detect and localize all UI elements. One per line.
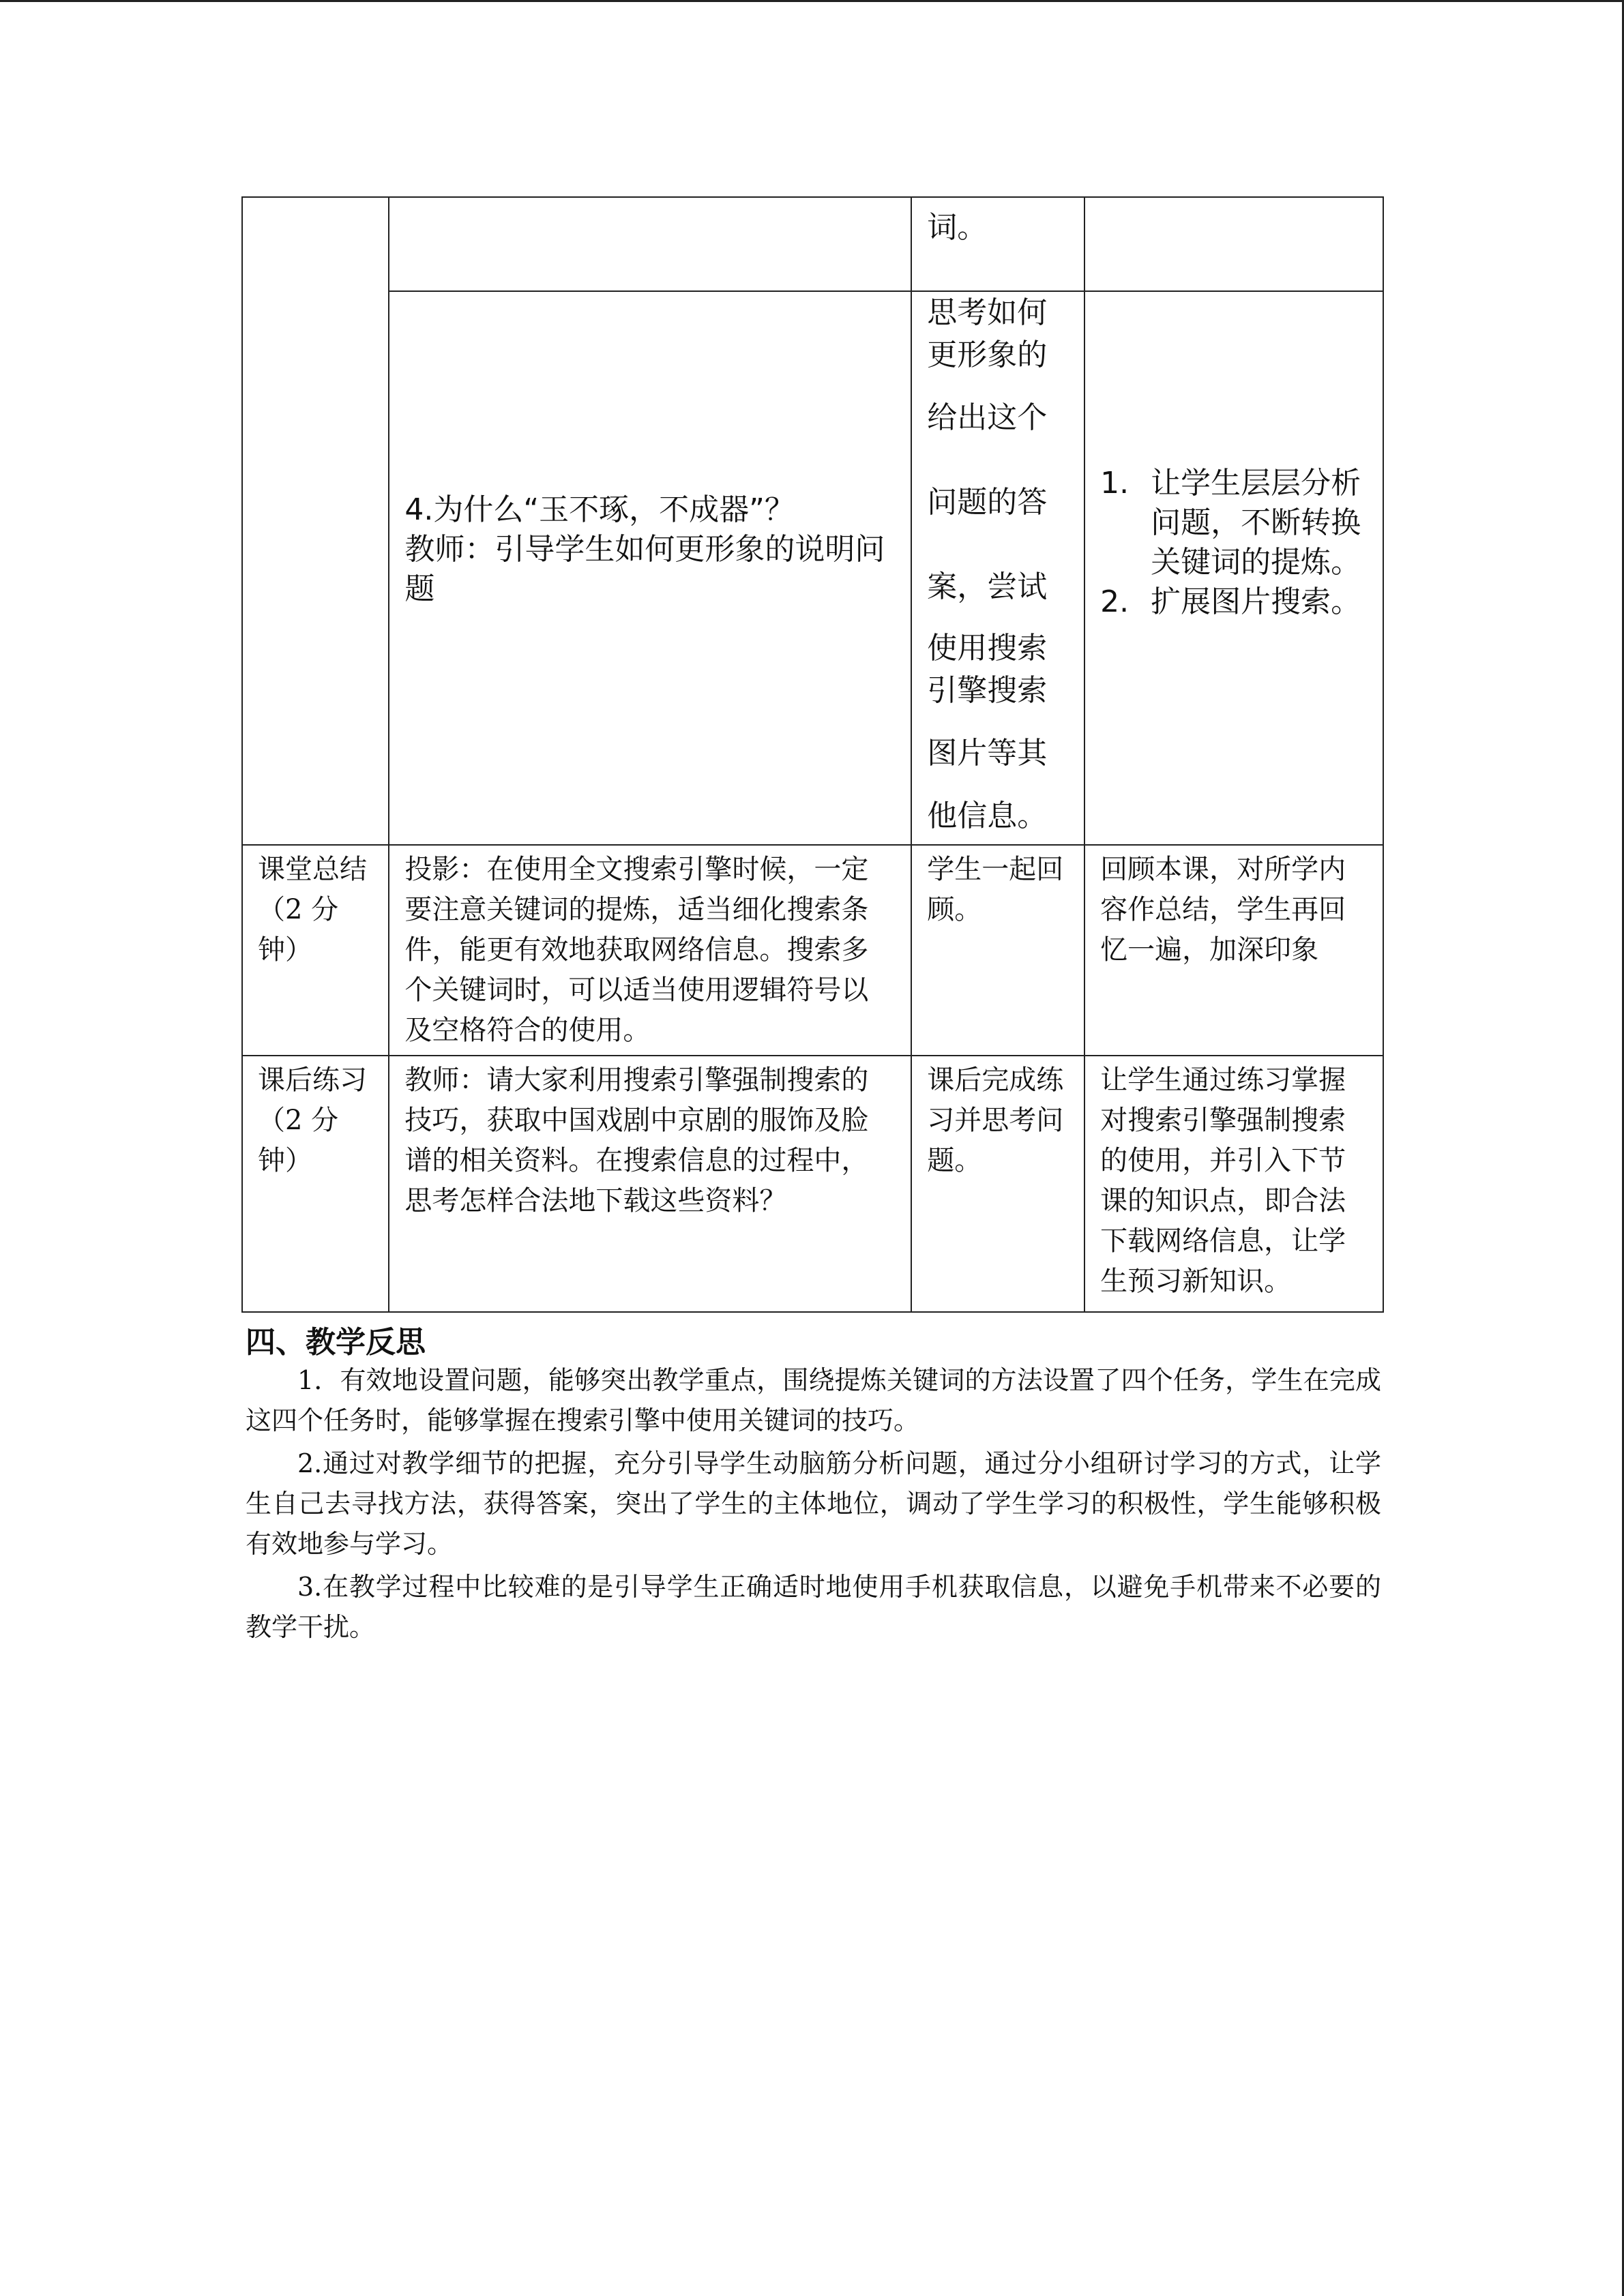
list-item [1100, 582, 1368, 622]
student-cell: 学生一起回顾。 [911, 845, 1084, 1056]
list-item [1100, 464, 1368, 582]
intent-list [1100, 464, 1368, 622]
intent-cell: 回顾本课，对所学内容作总结，学生再回忆一遍，加深印象 [1084, 845, 1383, 1056]
student-cell [911, 291, 1084, 845]
intent-cell [1084, 197, 1383, 291]
student-line: 思考如何 [927, 295, 1048, 330]
student-line: 使用搜索 [927, 631, 1048, 666]
student-cell: 课后完成练习并思考问题。 [911, 1056, 1084, 1312]
intent-cell [1084, 291, 1383, 845]
stage-cell: 课堂总结（2 分钟） [242, 845, 389, 1056]
list-text: 扩展图片搜索。 [1151, 584, 1361, 619]
reflection-paragraph: 3.在教学过程中比较难的是引导学生正确适时地使用手机获取信息，以避免手机带来不必要的教学干扰。 [246, 1572, 1381, 1642]
activity-cell: 投影：在使用全文搜索引擎时候，一定要注意关键词的提炼，适当细化搜索条件，能更有效地获取网络信息。搜索多个关键词时，可以适当使用逻辑符号以及空格符合的使用。 [389, 845, 911, 1056]
reflection-paragraph: 2.通过对教学细节的把握，充分引导学生动脑筋分析问题，通过分小组研讨学习的方式，让学生自己去寻找方法，获得答案，突出了学生的主体地位，调动了学生学习的积极性，学生能够积极有效地参与学习。 [246, 1448, 1381, 1559]
table-row [242, 1056, 1383, 1312]
student-cell: 词。 [911, 197, 1084, 291]
table-row [242, 291, 1383, 845]
activity-detail: 教师：引导学生如何更形象的说明问题 [404, 532, 885, 606]
activity-cell [389, 197, 911, 291]
activity-cell [389, 291, 911, 845]
intent-cell: 让学生通过练习掌握对搜索引擎强制搜索的使用，并引入下节课的知识点，即合法下载网络信息，让学生预习新知识。 [1084, 1056, 1383, 1312]
student-line: 更形象的 [927, 338, 1048, 372]
activity-cell: 教师：请大家利用搜索引擎强制搜索的技巧，获取中国戏剧中京剧的服饰及脸谱的相关资料。在搜索信息的过程中，思考怎样合法地下载这些资料？ [389, 1056, 911, 1312]
student-line: 案，尝试 [927, 569, 1048, 604]
student-line: 引擎搜索 [927, 673, 1048, 708]
list-number: 1. [1100, 466, 1130, 501]
lesson-plan-table [241, 196, 1384, 1313]
list-number: 2. [1100, 584, 1130, 619]
table-row [242, 845, 1383, 1056]
student-line: 他信息。 [927, 799, 1048, 833]
stage-cell [242, 197, 389, 845]
section-heading: 四、教学反思 [246, 1325, 426, 1360]
table-row [242, 197, 1383, 291]
stage-cell: 课后练习（2 分钟） [242, 1056, 389, 1312]
list-text: 让学生层层分析问题，不断转换关键词的提炼。 [1151, 466, 1361, 580]
student-line: 给出这个 [927, 400, 1048, 435]
activity-title: 4.为什么“玉不琢，不成器”？ [404, 492, 795, 527]
student-line: 图片等其 [927, 736, 1048, 771]
reflection-body [246, 1360, 1381, 1650]
reflection-paragraph: 1．有效地设置问题，能够突出教学重点，围绕提炼关键词的方法设置了四个任务，学生在完成这四个任务时，能够掌握在搜索引擎中使用关键词的技巧。 [246, 1365, 1381, 1435]
student-line: 问题的答 [927, 485, 1048, 520]
